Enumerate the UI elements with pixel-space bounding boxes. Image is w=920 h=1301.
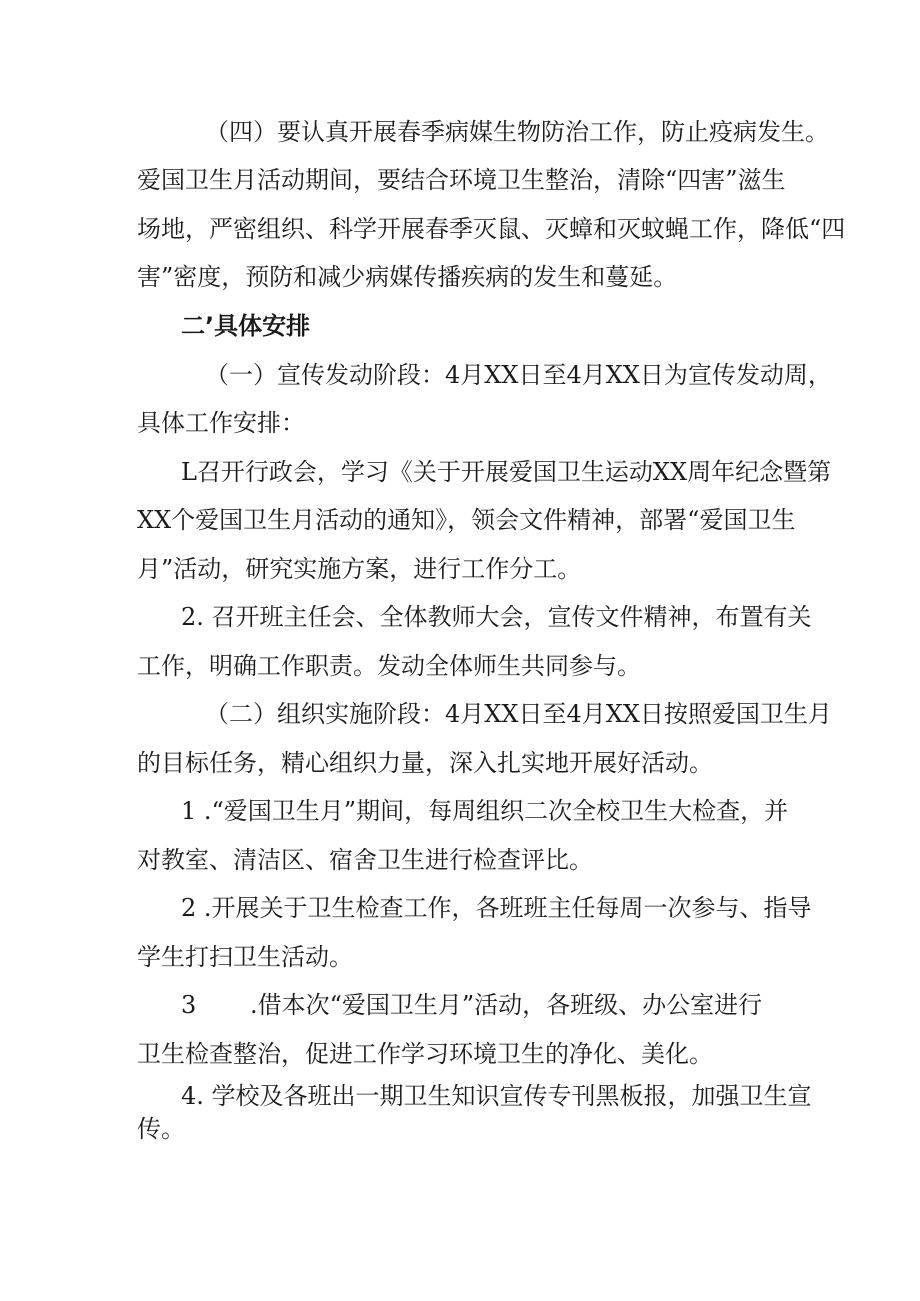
list-item-line: 卫生检查整治，促进工作学习环境卫生的净化、美化。 — [137, 1040, 713, 1068]
list-item-number: 3 — [181, 991, 197, 1019]
list-item-line: .借本次“爱国卫生月”活动，各班级、办公室进行 — [250, 991, 763, 1019]
list-item-line: 2. 召开班主任会、全体教师大会，宣传文件精神，布置有关 — [181, 603, 812, 631]
list-item-line: 月”活动，研究实施方案，进行工作分工。 — [137, 555, 582, 583]
list-item-line: 4. 学校及各班出一期卫生知识宣传专刊黑板报，加强卫生宣 — [181, 1082, 812, 1110]
section-heading: 二’具体安排 — [181, 312, 311, 340]
list-item-line: L召开行政会，学习《关于开展爱国卫生运动XX周年纪念暨第 — [181, 458, 832, 486]
paragraph-line: （四）要认真开展春季病媒生物防治工作，防止疫病发生。 — [205, 118, 829, 146]
paragraph-line: 具体工作安排： — [137, 409, 305, 437]
paragraph-line: （二）组织实施阶段：4月XX日至4月XX日按照爱国卫生月 — [205, 700, 832, 728]
list-item-line: 2 .开展关于卫生检查工作，各班班主任每周一次参与、指导 — [181, 894, 812, 922]
list-item-line: 对教室、清洁区、宿舍卫生进行检查评比。 — [137, 846, 593, 874]
list-item-line: XX个爱国卫生月活动的通知》，领会文件精神，部署“爱国卫生 — [137, 506, 796, 534]
paragraph-line: （一）宣传发动阶段：4月XX日至4月XX日为宣传发动周， — [205, 361, 832, 389]
paragraph-line: 的目标任务，精心组织力量，深入扎实地开展好活动。 — [137, 749, 713, 777]
paragraph-line: 害”密度，预防和减少病媒传播疾病的发生和蔓延。 — [137, 263, 678, 291]
list-item-line: 传。 — [137, 1115, 185, 1143]
paragraph-line: 爱国卫生月活动期间，要结合环境卫生整治，清除“四害”滋生 — [137, 166, 786, 194]
paragraph-line: 场地，严密组织、科学开展春季灭鼠、灭蟑和灭蚊蝇工作，降低“四 — [137, 215, 846, 243]
list-item-line: 工作，明确工作职责。发动全体师生共同参与。 — [137, 652, 641, 680]
list-item-line: 1 .“爱国卫生月”期间，每周组织二次全校卫生大检查，并 — [181, 797, 789, 825]
list-item-line: 学生打扫卫生活动。 — [137, 943, 353, 971]
